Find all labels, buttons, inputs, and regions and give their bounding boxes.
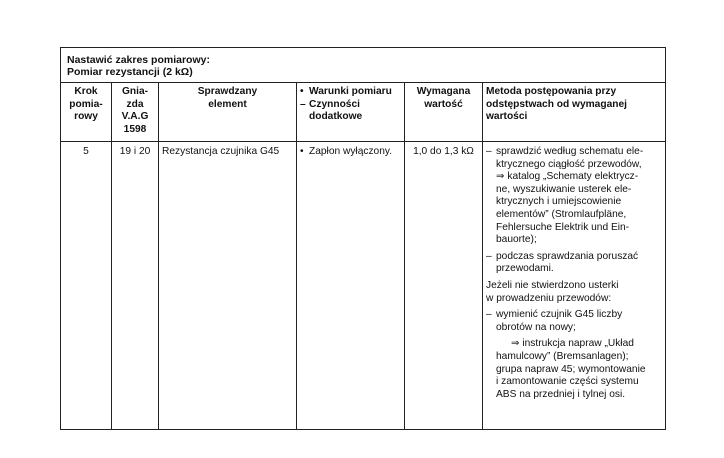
bullet-icon: • [300,86,304,97]
cell-metoda [483,142,666,430]
metoda-line: bauorte); [496,234,537,246]
header-krok-line: rowy [74,111,98,123]
metoda-line: ktrycznych i umiejscowienie [496,196,622,208]
metoda-line: hamulcowy” (Bremsanlagen); [496,350,629,362]
dash-icon: – [486,250,492,262]
header-wartosc [405,83,483,142]
header-krok-line: pomia- [69,98,103,110]
metoda-item-3 [486,309,662,334]
gniazda-value: 19 i 20 [119,146,151,157]
metoda-line: ⇒ instrukcja napraw „Układ [511,338,634,350]
cell-warunki [297,142,405,430]
header-warunki-line: Warunki pomiaru [309,86,392,97]
header-krok [61,83,112,142]
metoda-line: podczas sprawdzania poruszać [496,250,639,262]
cell-gniazda [112,142,159,430]
bullet-icon: • [300,146,304,157]
title-line-2: Pomiar rezystancji (2 kΩ) [67,66,193,78]
metoda-line: wymienić czujnik G45 liczby [496,309,623,321]
metoda-line: ktrycznego ciągłość przewodów, [496,158,642,170]
dash-icon: – [486,146,492,157]
header-gniazda-line: zda [126,98,144,110]
header-wartosc-line: Wymagana [416,86,471,97]
header-element [159,83,297,142]
header-element-line: Sprawdzany [197,86,258,97]
header-warunki-line: dodatkowe [309,111,363,123]
measurement-table [60,47,666,430]
header-gniazda-line: 1598 [123,123,147,135]
table-title [61,48,666,83]
metoda-line: ⇒ katalog „Schematy elektrycz- [496,171,639,183]
title-line-1: Nastawić zakres pomiarowy: [67,54,210,66]
header-wartosc-line: wartość [424,98,463,110]
wartosc-value: 1,0 do 1,3 kΩ [413,146,474,157]
header-element-line: element [208,98,247,110]
warunki-value: Zapłon wyłączony. [309,146,393,157]
metoda-line: Fehlersuche Elektrik und Ein- [496,221,630,233]
metoda-item-4 [486,338,662,401]
header-metoda-line: odstępstwach od wymaganej [486,98,627,110]
cell-krok [61,142,112,430]
metoda-line: sprawdzić według schematu ele- [496,146,644,157]
header-warunki-line: Czynności [309,98,360,110]
metoda-line: grupa napraw 45; wymontowanie [496,363,646,375]
metoda-line: przewodami. [496,263,554,275]
header-gniazda-line: Gnia- [121,86,149,97]
header-gniazda [112,83,159,142]
metoda-line: w prowadzeniu przewodów: [486,292,612,304]
metoda-line: obrotów na nowy; [496,321,576,333]
header-metoda-line: Metoda postępowania przy [486,86,617,97]
metoda-line: i zamontowanie części systemu [496,376,639,388]
header-krok-line: Krok [74,86,98,97]
metoda-line: Jeżeli nie stwierdzono usterki [486,279,619,291]
cell-wartosc [405,142,483,430]
header-metoda-line: wartości [486,111,528,123]
metoda-line: elementów” (Stromlaufpläne, [496,208,627,220]
metoda-line: ABS na przedniej i tylnej osi. [496,388,626,400]
cell-element [159,142,297,430]
dash-icon: – [486,309,492,321]
krok-value: 5 [83,146,89,157]
metoda-item-1 [486,146,662,247]
header-warunki [297,83,405,142]
metoda-line: ne, wyszukiwanie usterek ele- [496,183,632,195]
metoda-item-2 [486,251,662,276]
header-gniazda-line: V.A.G [121,111,149,123]
header-metoda [483,83,666,142]
element-value: Rezystancja czujnika G45 [162,146,280,157]
table-row [61,142,666,430]
dash-icon: – [300,98,306,110]
metoda-note [486,280,662,305]
